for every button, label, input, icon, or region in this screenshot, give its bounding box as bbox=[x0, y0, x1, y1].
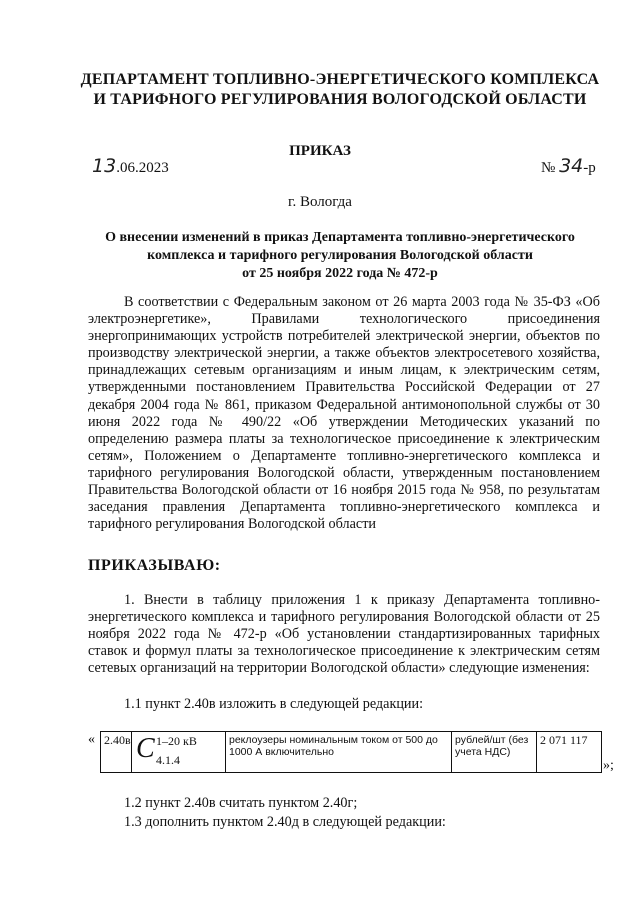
cell-unit: рублей/шт (без учета НДС) bbox=[451, 731, 537, 773]
preamble-paragraph: В соответствии с Федеральным законом от 26 марта 2003 года № 35-ФЗ «Об электроэнергетике», Правилами технологического присоединения энергопринимающих устройств потребителей электрической энергии, объектов по производству электрической энергии, а также объектов электросетевого хозяйства, принадлежащих сетевым организациям и иным лицам, к электрическим сетям, утвержденными постановлением Правительства Российской Федерации от 27 декабря 2004 года № 861, приказом Федеральной антимонопольной службы от 30 июня 2022 года № 490/22 «Об утверждении Методических указаний по определению размера платы за технологическое присоединение к электрическим сетям», Положением о Департаменте топливно-энергетического комплекса и тарифного регулирования Вологодской области, утвержденным постановлением Правительства Вологодской области от 16 ноября 2015 года № 958, по результатам заседания правления Департамента топливно-энергетического комплекса и тарифного регулирования Вологодской области bbox=[88, 294, 600, 533]
clause-1-2: 1.2 пункт 2.40в считать пунктом 2.40г; bbox=[124, 795, 358, 811]
header-line-1: ДЕПАРТАМЕНТ ТОПЛИВНО-ЭНЕРГЕТИЧЕСКОГО КОМПЛЕКСА bbox=[80, 71, 600, 88]
date-day-handwritten: 13 bbox=[92, 155, 117, 177]
formula-superscript: 1–20 кВ bbox=[156, 734, 197, 748]
subject-line-2: комплекса и тарифного регулирования Вологодской области bbox=[147, 248, 533, 263]
order-number bbox=[541, 155, 596, 177]
clause-1-paragraph: 1. Внести в таблицу приложения 1 к приказу Департамента топливно-энергетического комплекса и тарифного регулирования Вологодской области от 25 ноября 2022 года № 472-р «Об установлении стандартизированных тарифных ставок и формул платы за технологическое присоединение к электрическим сетям сетевых организаций на территории Вологодской области» следующие изменения: bbox=[88, 592, 600, 677]
order-title: ПРИКАЗ bbox=[289, 143, 351, 159]
subject-line-3: от 25 ноября 2022 года № 472-р bbox=[242, 266, 438, 281]
clause-1-3: 1.3 дополнить пунктом 2.40д в следующей редакции: bbox=[124, 814, 446, 830]
header-line-2: И ТАРИФНОГО РЕГУЛИРОВАНИЯ ВОЛОГОДСКОЙ ОБЛАСТИ bbox=[93, 91, 587, 108]
number-suffix: -р bbox=[583, 160, 596, 176]
date-rest: .06.2023 bbox=[116, 160, 169, 176]
department-header bbox=[40, 70, 640, 110]
clause-1-1: 1.1 пункт 2.40в изложить в следующей редакции: bbox=[124, 696, 424, 712]
cell-description: реклоузеры номинальным током от 500 до 1000 А включительно bbox=[225, 731, 452, 773]
order-subject bbox=[80, 229, 600, 283]
tariff-table-row bbox=[100, 731, 602, 773]
prikazyvayu-heading: ПРИКАЗЫВАЮ: bbox=[88, 557, 221, 574]
table-quote-open: « bbox=[88, 732, 95, 747]
table-quote-close: »; bbox=[603, 758, 614, 773]
city: г. Вологда bbox=[288, 194, 352, 210]
number-prefix: № bbox=[541, 160, 560, 176]
formula-subscript: 4.1.4 bbox=[156, 753, 180, 767]
cell-formula bbox=[131, 731, 226, 773]
formula-letter: C bbox=[136, 733, 155, 764]
cell-item-number: 2.40в bbox=[100, 731, 132, 773]
cell-value: 2 071 117 bbox=[536, 731, 602, 773]
subject-line-1: О внесении изменений в приказ Департамента топливно-энергетического bbox=[105, 230, 575, 245]
order-date bbox=[92, 155, 169, 177]
number-handwritten: 34 bbox=[559, 155, 584, 177]
